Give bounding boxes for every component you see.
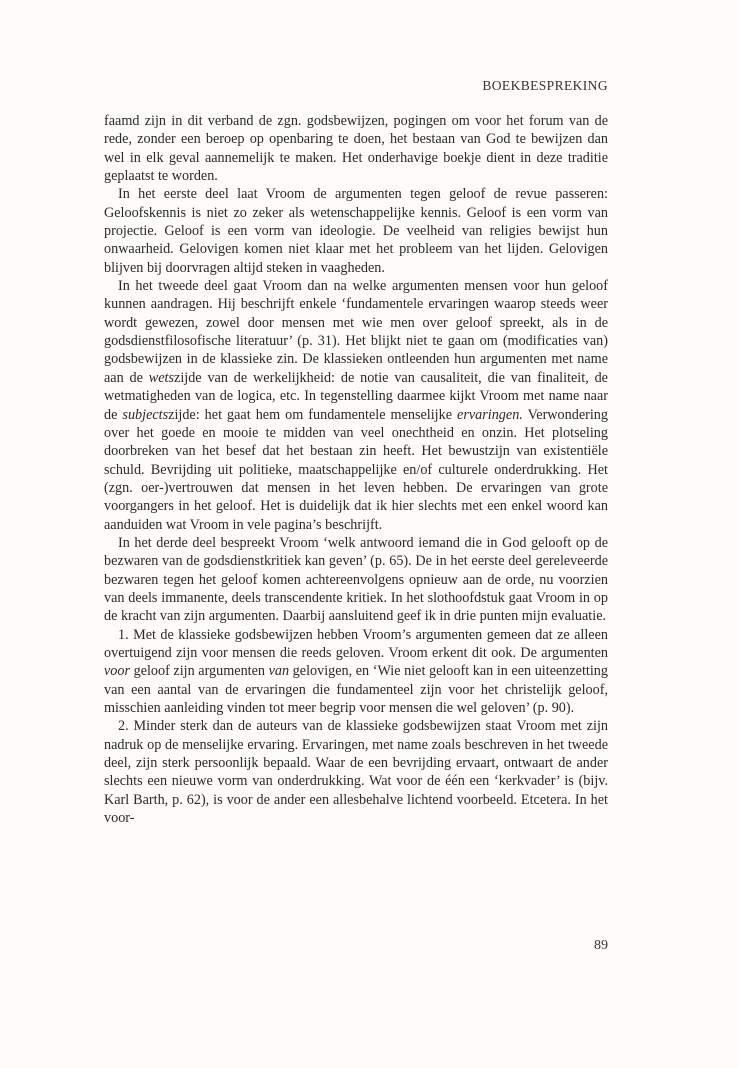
- text-run: In het eerste deel laat Vroom de argumenten tegen geloof de revue passeren: Geloofskennis is niet zo zeker als wetenschappelijke kennis. Geloof is een vorm van projectie. Geloof is een vorm van ideologie. De veelheid van religies bewijst hun onwaarheid. Gelovigen komen niet klaar met het probleem van het lijden. Gelovigen blijven bij doorvragen altijd steken in vaagheden.: [104, 186, 608, 276]
- paragraph: [104, 534, 608, 626]
- text-run: In het derde deel bespreekt Vroom ‘welk antwoord iemand die in God gelooft op de bezwaren van de godsdienstkritiek kan geven’ (p. 65). De in het eerste deel gereleveerde bezwaren tegen het geloof komen achtereenvolgens opnieuw aan de orde, nu voorzien van deels immanente, deels transcendente kritiek. In het slothoofdstuk gaat Vroom in op de kracht van zijn argumenten. Daarbij aansluitend geef ik in drie punten mijn evaluatie.: [104, 534, 608, 625]
- running-header: BOEKBESPREKING: [482, 78, 608, 93]
- italic-text: wets: [148, 369, 175, 386]
- text-run: gelovigen, en ‘Wie niet gelooft kan in een uiteenzetting van een aantal van de ervaringen die fundamenteel zijn voor het christelijk geloof, misschien aanleiding vinden tot meer begrip voor mensen die wel geloven’ (p. 90).: [104, 663, 608, 716]
- paragraph: [104, 277, 608, 534]
- text-run: Verwondering over het goede en mooie te midden van veel onechtheid en onzin. Het plotseling doorbreken van het besef dat het bestaan zin heeft. Het bewustzijn van existentiële schuld. Bevrijding uit politieke, maatschappelijke en/of culturele onderdrukking. Het (zgn. oer-)vertrouwen dat mensen in het leven hebben. De ervaringen van grote voorgangers in het geloof. Het is duidelijk dat ik hier slechts met een enkel woord kan aanduiden wat Vroom in vele pagina’s beschrijft.: [104, 406, 608, 533]
- text-run: zijde van de werkelijkheid: de notie van causaliteit, die van finaliteit, de wetmatigheden van de logica, etc. In tegenstelling daarmee kijkt Vroom met name naar de: [104, 369, 608, 423]
- italic-text: subjects: [122, 406, 169, 423]
- text-run: 2. Minder sterk dan de auteurs van de klassieke godsbewijzen staat Vroom met zijn nadruk op de menselijke ervaring. Ervaringen, met name zoals beschreven in het tweede deel, zijn sterk persoonlijk bepaald. Waar de een bevrijding ervaart, ontwaart de ander slechts een nieuwe vorm van onderdrukking. Wat voor de één een ‘kerkvader’ is (bijv. Karl Barth, p. 62), is voor de ander een allesbehalve lichtend voorbeeld. Etcetera. In het voor-: [104, 718, 608, 827]
- page-number: 89: [594, 938, 608, 953]
- italic-text: ervaringen.: [457, 406, 523, 423]
- text-run: 1. Met de klassieke godsbewijzen hebben Vroom’s argumenten gemeen dat ze alleen overtuigend zijn voor mensen die reeds geloven. Vroom erkent dit ook. De argumenten: [104, 626, 608, 661]
- italic-text: van: [268, 663, 290, 680]
- text-run: zijde: het gaat hem om fundamentele menselijke: [168, 406, 458, 423]
- italic-text: voor: [104, 663, 131, 680]
- text-run: faamd zijn in dit verband de zgn. godsbewijzen, pogingen om voor het forum van de rede, zonder een beroep op openbaring te doen, het bestaan van God te bewijzen dan wel in elk geval aannemelijk te maken. Het onderhavige boekje dient in deze traditie geplaatst te worden.: [104, 113, 608, 185]
- paragraph: [104, 112, 608, 185]
- paragraph: [104, 717, 608, 827]
- body-text: [104, 112, 608, 827]
- text-run: In het tweede deel gaat Vroom dan na welke argumenten mensen voor hun geloof kunnen aandragen. Hij beschrijft enkele ‘fundamentele ervaringen waarop steeds weer wordt gewezen, zowel door mensen met wie men over geloof spreekt, als in de godsdienstfilosofische literatuur’ (p. 31). Het blijkt niet te gaan om (modificaties van) godsbewijzen in de klassieke zin. De klassieken ontleenden hun argumenten met name aan de: [104, 278, 608, 386]
- text-run: geloof zijn argumenten: [130, 663, 269, 680]
- paragraph: [104, 626, 608, 718]
- paragraph: [104, 185, 608, 277]
